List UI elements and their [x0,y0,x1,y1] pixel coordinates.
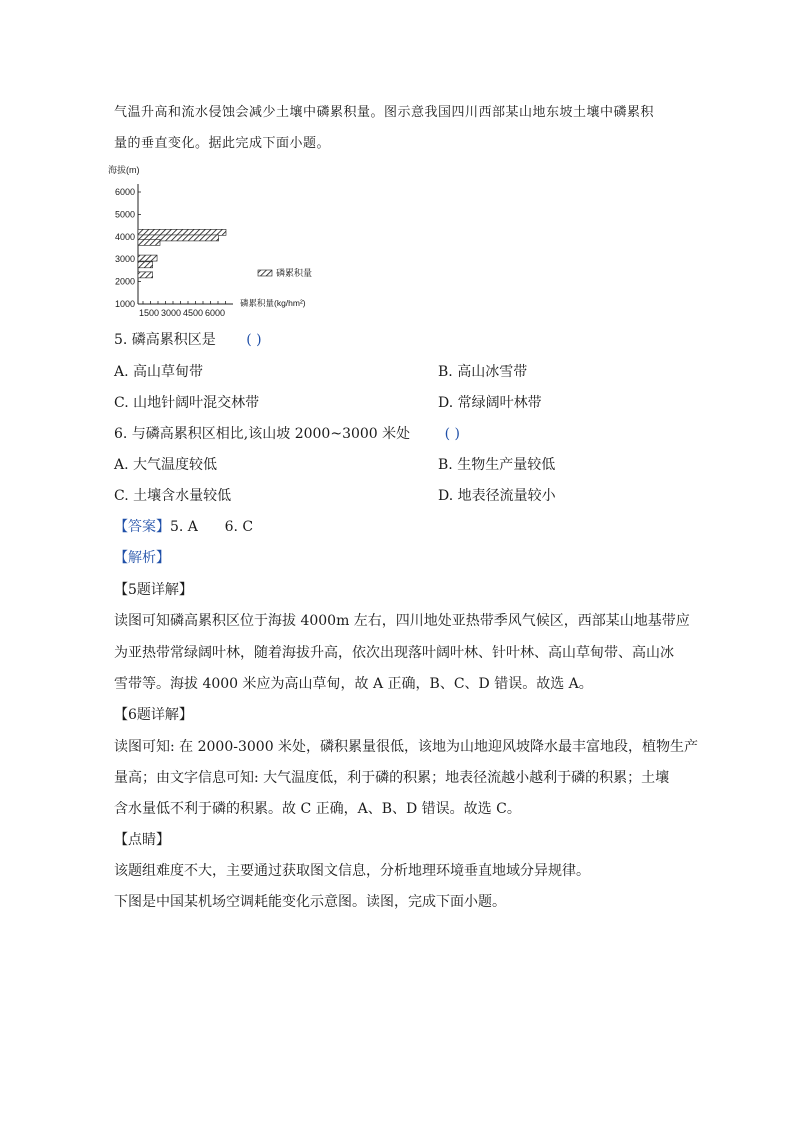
detail-5-line-1: 读图可知磷高累积区位于海拔 4000m 左右，四川地处亚热带季风气候区，西部某山地基带应 [114,613,690,629]
question-6 [114,425,460,443]
y-tick-label: 2000 [114,276,135,287]
q5-option-b: B. 高山冰雪带 [438,364,528,380]
question-5 [114,331,262,349]
phosphorus-altitude-chart [108,162,358,322]
q5-option-a: A. 高山草甸带 [114,364,204,380]
y-axis-label: 海拔(m) [108,165,140,175]
next-intro: 下图是中国某机场空调耗能变化示意图。读图，完成下面小题。 [114,894,506,910]
legend-swatch [258,270,272,276]
y-tick-label: 6000 [114,187,135,197]
detail-6-line-1: 读图可知: 在 2000-3000 米处，磷积累量很低，该地为山地迎风坡降水最丰富地段，植物生产 [114,739,699,755]
q6-option-b: B. 生物生产量较低 [438,457,556,473]
x-tick-label: 1500 [138,308,160,318]
detail-5-line-3: 雪带等。海拔 4000 米应为高山草甸，故 A 正确，B、C、D 错误。故选 A。 [114,676,593,692]
analysis-label: 【解析】 [114,550,170,566]
question-6-stem: 6. 与磷高累积区相比,该山坡 2000~3000 米处 [114,426,411,442]
tip-label: 【点睛】 [114,832,170,848]
question-6-bracket: ( ) [444,426,460,442]
intro-line-1: 气温升高和流水侵蚀会减少土壤中磷累积量。图示意我国四川西部某山地东坡土壤中磷累积 [114,105,655,120]
bar-phosphorus-4200 [138,229,226,235]
y-tick-label: 3000 [114,254,135,265]
detail-6-line-3: 含水量低不利于磷的积累。故 C 正确，A、B、D 错误。故选 C。 [114,801,521,817]
bar-phosphorus-3750 [138,239,160,245]
answer-text: 5. A 6. C [170,519,254,535]
answer-line [114,518,253,536]
y-tick-label: 4000 [114,231,135,242]
detail-6-line-2: 量高；由文字信息可知: 大气温度低，利于磷的积累；地表径流越小越利于磷的积累；土壤 [114,770,670,786]
q6-option-d: D. 地表径流量较小 [438,488,556,504]
detail-5-label: 【5题详解】 [114,582,193,598]
legend-label: 磷累积量 [276,268,313,278]
q6-option-a: A. 大气温度较低 [114,457,218,473]
tip-text: 该题组难度不大，主要通过获取图文信息，分析地理环境垂直地域分异规律。 [114,863,590,879]
detail-6-label: 【6题详解】 [114,707,193,723]
x-tick-label: 4500 [182,308,204,318]
detail-5-line-2: 为亚热带常绿阔叶林，随着海拔升高，依次出现落叶阔叶林、针叶林、高山草甸带、高山冰 [114,645,674,661]
question-5-stem: 5. 磷高累积区是 [114,332,216,348]
bar-phosphorus-3050 [138,255,157,261]
q5-option-d: D. 常绿阔叶林带 [438,395,542,411]
bar-phosphorus-2750 [138,262,153,268]
intro-line-2: 量的垂直变化。据此完成下面小题。 [114,136,331,151]
x-tick-label: 3000 [160,308,182,318]
x-tick-label: 6000 [204,308,226,318]
question-5-bracket: ( ) [246,332,262,348]
bar-phosphorus-2300 [138,272,153,278]
answer-label: 【答案】 [114,519,170,535]
y-tick-label: 1000 [114,299,135,309]
q6-option-c: C. 土壤含水量较低 [114,488,232,504]
x-axis-label: 磷累积量(kg/hm²) [240,298,306,308]
q5-option-c: C. 山地针阔叶混交林带 [114,395,260,411]
y-tick-label: 5000 [114,209,135,220]
